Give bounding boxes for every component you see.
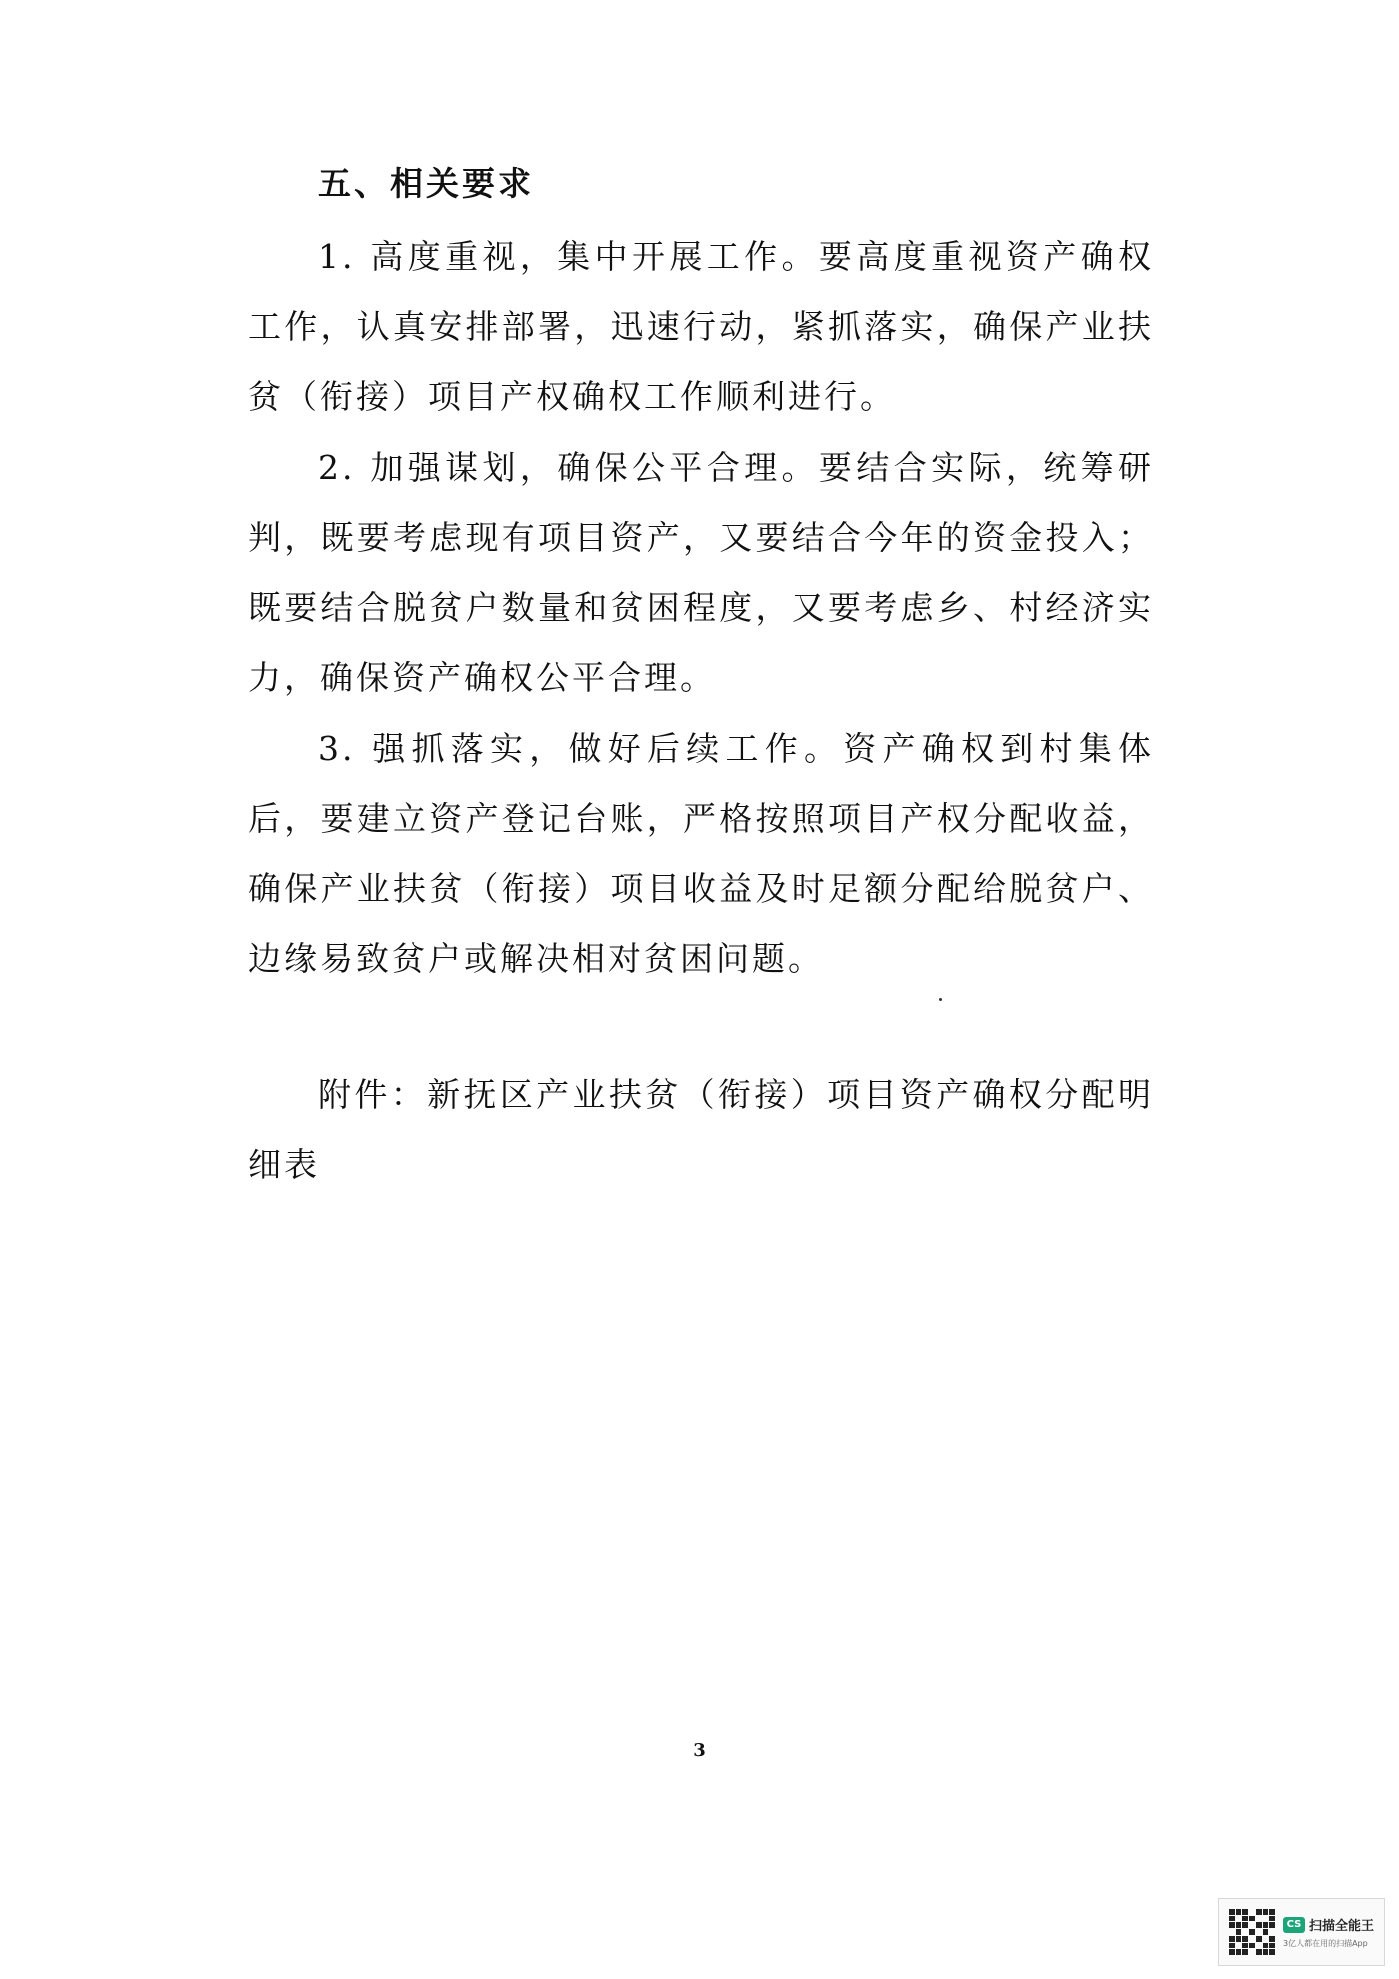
scanner-tagline: 3亿人都在用的扫描App (1283, 1939, 1368, 1948)
camscanner-logo-icon: CS (1283, 1917, 1305, 1933)
requirement-paragraph-1: 1. 高度重视，集中开展工作。要高度重视资产确权工作，认真安排部署，迅速行动，紧抓落实，确保产业扶贫（衔接）项目产权确权工作顺利进行。 (248, 237, 1154, 416)
requirement-paragraph-2: 2. 加强谋划，确保公平合理。要结合实际，统筹研判，既要考虑现有项目资产，又要结合今年的资金投入；既要结合脱贫户数量和贫困程度，又要考虑乡、村经济实力，确保资产确权公平合理。 (248, 448, 1154, 697)
section-heading: 五、相关要求 (318, 164, 534, 203)
requirement-paragraph-3: 3. 强抓落实，做好后续工作。资产确权到村集体后，要建立资产登记台账，严格按照项目产权分配收益，确保产业扶贫（衔接）项目收益及时足额分配给脱贫户、边缘易致贫户或解决相对贫困问题。 (248, 729, 1154, 978)
attachment-note: 附件：新抚区产业扶贫（衔接）项目资产确权分配明细表 (248, 1075, 1154, 1184)
scanner-badge-title (1283, 1915, 1374, 1934)
qr-code-icon (1229, 1909, 1275, 1955)
scanner-badge-text (1283, 1915, 1374, 1949)
scanner-watermark-badge (1218, 1898, 1385, 1966)
scan-artifact-dot (939, 998, 942, 1001)
scanner-app-name: 扫描全能王 (1309, 1919, 1375, 1934)
page-number: 3 (693, 1740, 706, 1761)
